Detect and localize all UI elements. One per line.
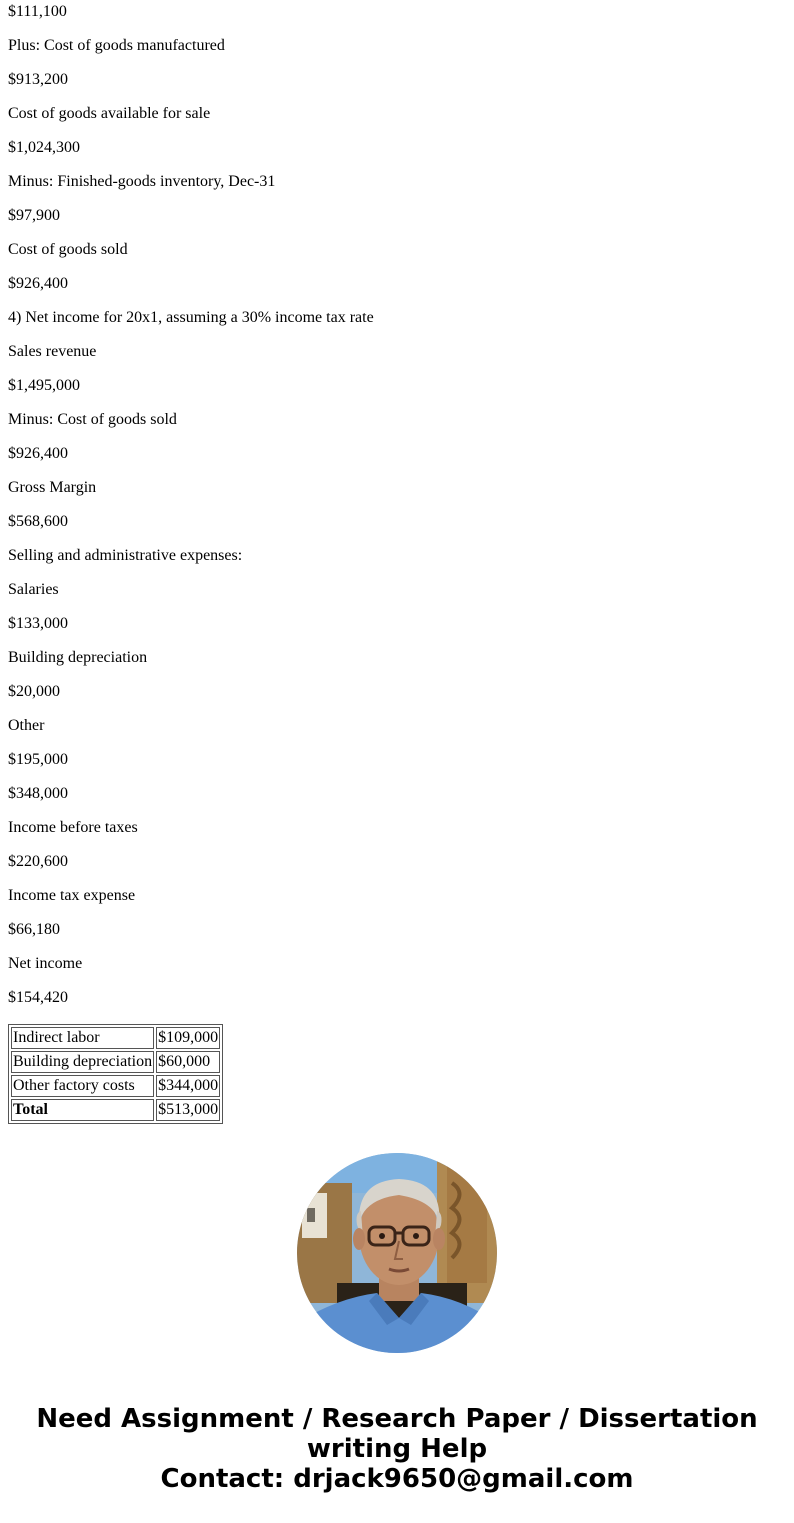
text-line: Plus: Cost of goods manufactured [8,37,225,54]
text-line: $66,180 [8,921,60,938]
text-line: $154,420 [8,989,68,1006]
document-body [8,3,786,1124]
text-line: Building depreciation [8,649,148,666]
text-line: Cost of goods sold [8,241,128,258]
table-row [11,1051,220,1073]
table-cell-amount: $109,000 [156,1027,220,1049]
table-cell-label: Building depreciation [11,1051,154,1073]
section-heading: 4) Net income for 20x1, assuming a 30% income tax rate [8,309,374,326]
text-line: Salaries [8,581,59,598]
table-cell-label: Total [11,1099,154,1121]
text-line: Other [8,717,45,734]
text-line: Cost of goods available for sale [8,105,211,122]
promo-contact: Contact: drjack9650@gmail.com [160,1464,634,1494]
text-line: $568,600 [8,513,68,530]
text-line: $913,200 [8,71,68,88]
table-cell-label: Other factory costs [11,1075,154,1097]
text-line: $133,000 [8,615,68,632]
text-line: Gross Margin [8,479,97,496]
text-line: Selling and administrative expenses: [8,547,243,564]
promo-banner [0,1404,794,1494]
text-line: Income before taxes [8,819,138,836]
text-line: $348,000 [8,785,68,802]
text-line: Net income [8,955,83,972]
text-line: $220,600 [8,853,68,870]
promo-line: writing Help [306,1434,488,1464]
table-row [11,1075,220,1097]
table-row [11,1027,220,1049]
table-cell-amount: $344,000 [156,1075,220,1097]
text-line: $97,900 [8,207,60,224]
text-line: Sales revenue [8,343,97,360]
text-line: Minus: Finished-goods inventory, Dec-31 [8,173,276,190]
promo-line: Need Assignment / Research Paper / Dissertation [36,1404,758,1434]
table-cell-label: Indirect labor [11,1027,154,1049]
text-line: Minus: Cost of goods sold [8,411,177,428]
text-line: $1,495,000 [8,377,80,394]
text-line: $926,400 [8,445,68,462]
text-line: $20,000 [8,683,60,700]
text-line: $111,100 [8,3,67,20]
overhead-table [8,1024,223,1124]
text-line: $195,000 [8,751,68,768]
text-line: $926,400 [8,275,68,292]
text-line: Income tax expense [8,887,136,904]
author-avatar [297,1153,497,1353]
table-cell-amount: $60,000 [156,1051,220,1073]
table-cell-amount: $513,000 [156,1099,220,1121]
text-line: $1,024,300 [8,139,80,156]
table-row-total [11,1099,220,1121]
